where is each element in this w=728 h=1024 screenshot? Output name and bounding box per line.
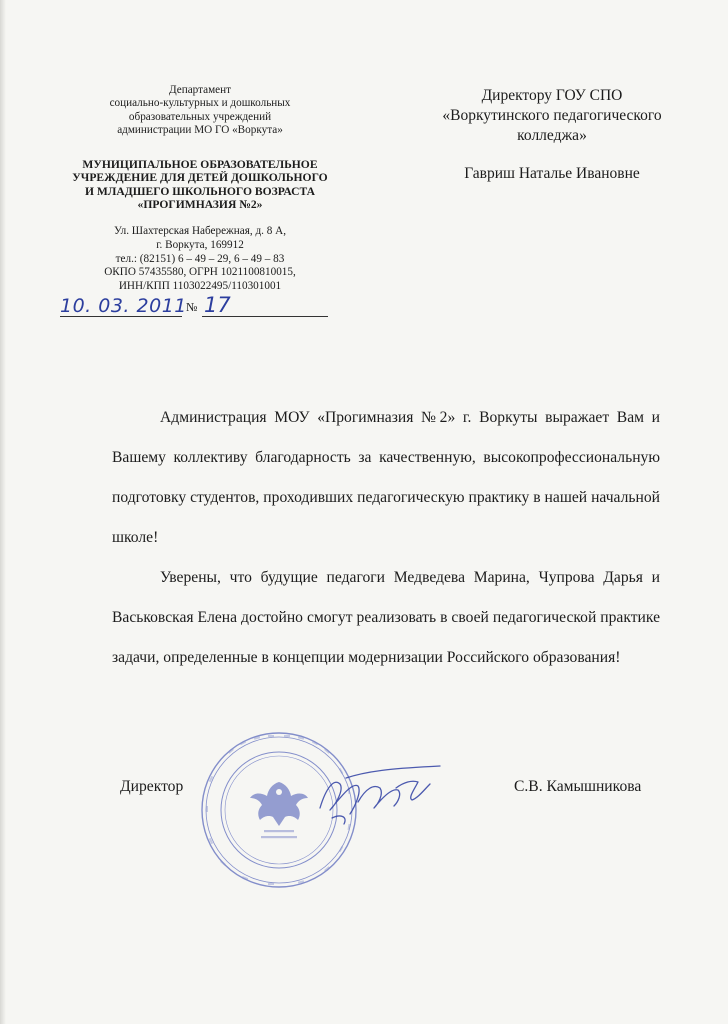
org-line: И МЛАДШЕГО ШКОЛЬНОГО ВОЗРАСТА bbox=[84, 184, 316, 198]
addressee-block bbox=[418, 86, 686, 184]
addressee-line: Директору ГОУ СПО bbox=[481, 87, 623, 104]
registration-date: 10. 03. 2011 bbox=[60, 295, 187, 317]
signatory-name: С.В. Камышникова bbox=[514, 778, 642, 795]
addr-line: ОКПО 57435580, ОГРН 1021100810015, bbox=[104, 266, 296, 279]
addr-line: тел.: (82151) 6 – 49 – 29, 6 – 49 – 83 bbox=[115, 252, 285, 265]
date-underline bbox=[60, 316, 182, 317]
dept-line: образовательных учреждений bbox=[128, 110, 272, 123]
body-paragraph: Уверены, что будущие педагоги Медведева Марина, Чупрова Дарья и Васьковская Елена достойно смогут реализовать в своей педагогической практике задачи, определенные в концепции модернизации Российского образования! bbox=[112, 569, 660, 666]
registration-line bbox=[60, 295, 328, 319]
handwritten-signature bbox=[300, 758, 450, 828]
addr-line: ИНН/КПП 1103022495/110301001 bbox=[118, 280, 282, 293]
dept-line: администрации МО ГО «Воркута» bbox=[117, 124, 283, 137]
org-line: МУНИЦИПАЛЬНОЕ ОБРАЗОВАТЕЛЬНОЕ bbox=[82, 157, 318, 171]
number-label: № bbox=[186, 300, 198, 314]
org-line: «ПРОГИМНАЗИЯ №2» bbox=[137, 198, 263, 212]
signatory-title: Директор bbox=[120, 778, 184, 795]
address-block bbox=[52, 225, 348, 294]
addressee-line: «Воркутинского педагогического bbox=[442, 107, 662, 124]
org-line: УЧРЕЖДЕНИЕ ДЛЯ ДЕТЕЙ ДОШКОЛЬНОГО bbox=[72, 171, 328, 185]
registration-number: 17 bbox=[204, 293, 231, 317]
department-block bbox=[52, 84, 348, 138]
scan-edge bbox=[0, 0, 6, 1024]
addr-line: г. Воркута, 169912 bbox=[156, 238, 244, 251]
number-underline bbox=[202, 316, 328, 317]
addressee-line: колледжа» bbox=[517, 127, 587, 144]
organization-name bbox=[52, 158, 348, 212]
addr-line: Ул. Шахтерская Набережная, д. 8 А, bbox=[113, 225, 287, 237]
letterhead bbox=[52, 84, 348, 294]
body-paragraph: Администрация МОУ «Прогимназия №2» г. Воркуты выражает Вам и Вашему коллективу благодарность за качественную, высокопрофессиональную подготовку студентов, проходивших педагогическую практику в нашей начальной школе! bbox=[112, 409, 660, 546]
letter-body bbox=[112, 398, 660, 678]
dept-line: социально-культурных и дошкольных bbox=[109, 97, 291, 110]
dept-line: Департамент bbox=[168, 84, 232, 96]
addressee-name: Гавриш Наталье Ивановне bbox=[464, 165, 640, 182]
